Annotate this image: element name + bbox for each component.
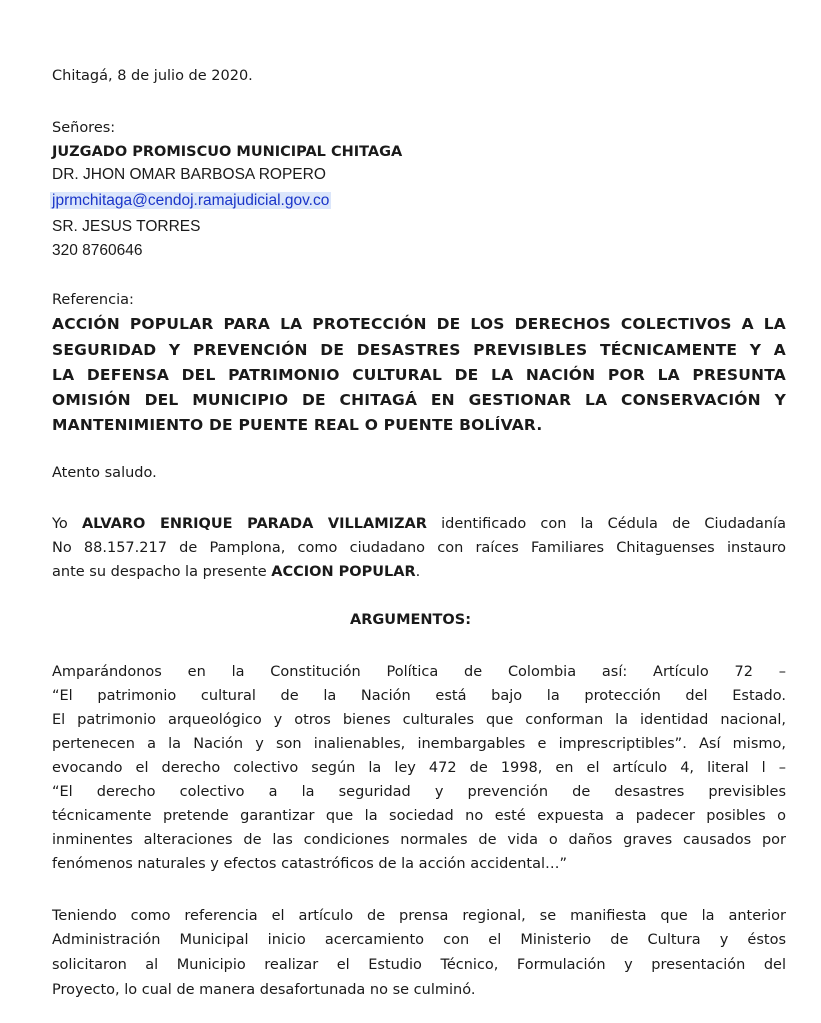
arguments-line: pertenecen a la Nación y son inalienables, inembargables e imprescriptibles”. Así mismo, <box>52 736 786 752</box>
reference-line: OMISIÓN DEL MUNICIPIO DE CHITAGÁ EN GESTIONAR LA CONSERVACIÓN Y <box>52 391 786 409</box>
action-title: ACCION POPULAR <box>271 564 416 580</box>
arguments-line: fenómenos naturales y efectos catastróficos de la acción accidental…” <box>52 856 567 872</box>
reference-line: LA DEFENSA DEL PATRIMONIO CULTURAL DE LA NACIÓN POR LA PRESUNTA <box>52 366 786 384</box>
reference-line: ACCIÓN POPULAR PARA LA PROTECCIÓN DE LOS DERECHOS COLECTIVOS A LA <box>52 315 786 333</box>
press-line: Administración Municipal inicio acercamiento con el Ministerio de Cultura y éstos <box>52 932 786 948</box>
intro-line: Yo ALVARO ENRIQUE PARADA VILLAMIZAR identificado con la Cédula de Ciudadanía <box>52 516 786 532</box>
arguments-heading: ARGUMENTOS: <box>350 612 471 628</box>
contact-name: SR. JESUS TORRES <box>52 218 201 235</box>
arguments-line: Amparándonos en la Constitución Política de Colombia así: Artículo 72 – <box>52 664 786 680</box>
phone-number: 320 8760646 <box>52 242 143 259</box>
reference-label: Referencia: <box>52 292 134 308</box>
arguments-line: “El derecho colectivo a la seguridad y prevención de desastres previsibles <box>52 784 786 800</box>
judge-name: DR. JHON OMAR BARBOSA ROPERO <box>52 166 326 183</box>
email-line[interactable] <box>52 191 331 211</box>
intro-line: ante su despacho la presente ACCION POPULAR. <box>52 564 421 580</box>
arguments-line: técnicamente pretende garantizar que la sociedad no esté expuesta a padecer posibles o <box>52 808 786 824</box>
intro-line: No 88.157.217 de Pamplona, como ciudadano con raíces Familiares Chitaguenses instauro <box>52 540 786 556</box>
court-name: JUZGADO PROMISCUO MUNICIPAL CHITAGA <box>52 144 403 160</box>
salutation: Señores: <box>52 120 116 136</box>
date-line: Chitagá, 8 de julio de 2020. <box>52 68 253 84</box>
arguments-line: inminentes alteraciones de las condiciones normales de vida o daños graves causados por <box>52 832 786 848</box>
press-line: Proyecto, lo cual de manera desafortunada no se culminó. <box>52 982 476 998</box>
author-name: ALVARO ENRIQUE PARADA VILLAMIZAR <box>81 516 427 532</box>
arguments-line: evocando el derecho colectivo según la ley 472 de 1998, en el artículo 4, literal l – <box>52 760 786 776</box>
reference-line: MANTENIMIENTO DE PUENTE REAL O PUENTE BOLÍVAR. <box>52 416 543 434</box>
press-line: solicitaron al Municipio realizar el Estudio Técnico, Formulación y presentación del <box>52 957 786 973</box>
email-link[interactable]: jprmchitaga@cendoj.ramajudicial.gov.co <box>52 192 330 209</box>
press-line: Teniendo como referencia el artículo de prensa regional, se manifiesta que la anterior <box>52 908 786 924</box>
reference-line: SEGURIDAD Y PREVENCIÓN DE DESASTRES PREVISIBLES TÉCNICAMENTE Y A <box>52 341 786 359</box>
arguments-line: El patrimonio arqueológico y otros bienes culturales que conforman la identidad nacional, <box>52 712 786 728</box>
greeting: Atento saludo. <box>52 465 157 481</box>
arguments-line: “El patrimonio cultural de la Nación está bajo la protección del Estado. <box>52 688 786 704</box>
